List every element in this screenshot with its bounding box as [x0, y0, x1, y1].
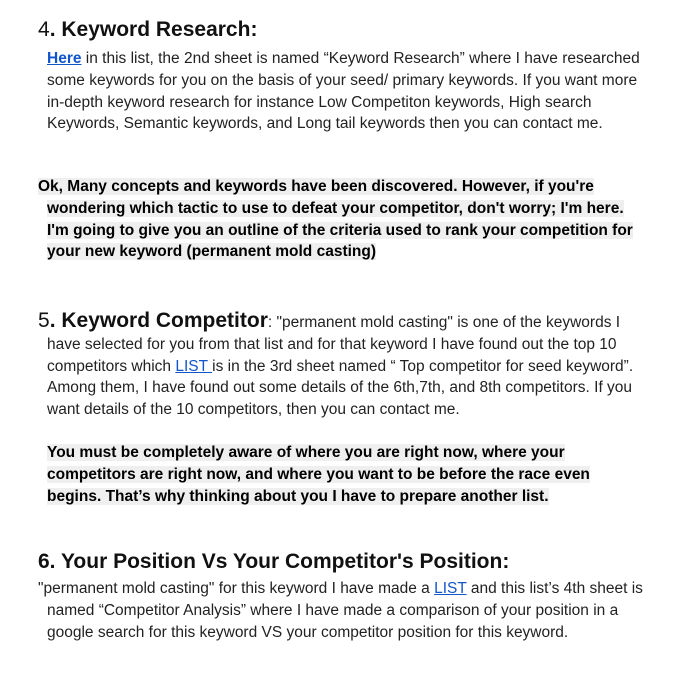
- highlight-note-awareness: [47, 442, 627, 507]
- keyword-research-paragraph: [47, 48, 643, 135]
- here-link[interactable]: Here: [47, 50, 82, 67]
- heading-number: 5: [38, 309, 50, 332]
- keyword-competitor-text-2: is in the 3rd sheet named “ Top competitor for seed keyword”. Among them, I have found out some details of the 6th,7th, and 8th competitors. If you want details of the 10 competitors, then you can contact me.: [47, 357, 634, 419]
- heading-keyword-competitor: [38, 309, 268, 332]
- keyword-competitor-text-1: : "permanent mold casting" is one of the keywords I have selected for you from that list and for that keyword I have found out the top 10 competitors which: [47, 314, 621, 375]
- note-awareness-text: You must be completely aware of where you are right now, where your competitors are right now, and where you want to be before the race even begins. That’s why thinking about you I have to prepare another list.: [47, 444, 590, 505]
- note-outline-text: Ok, Many concepts and keywords have been discovered. However, if you're wondering which tactic to use to defeat your competitor, don't worry; I'm here. I'm going to give you an outline of the criteria used to rank your competition for your new keyword: [38, 178, 633, 261]
- heading-position-vs-competitor: [38, 549, 509, 575]
- heading-text: . Keyword Research:: [49, 18, 258, 41]
- heading-text: . Keyword Competitor: [49, 309, 268, 332]
- heading-keyword-research: [38, 17, 257, 43]
- keyword-research-text: in this list, the 2nd sheet is named “Keyword Research” where I have researched some keywords for you on the basis of your seed/ primary keywords. If you want more in-depth keyword research for instance Low Competiton keywords, High search Keywords, Semantic keywords, and Long tail keywords then you can contact me.: [47, 50, 640, 133]
- list-link-competitors[interactable]: LIST: [175, 357, 213, 375]
- heading-text: 6. Your Position Vs Your Competitor's Position:: [38, 550, 510, 573]
- highlight-note-outline: [38, 176, 637, 263]
- position-text-2: and this list’s 4th sheet is named “Competitor Analysis” where I have made a comparison of your position in a google search for this keyword VS your competitor position for this keyword.: [47, 580, 643, 641]
- heading-number: 4: [38, 18, 50, 41]
- position-text-1: "permanent mold casting" for this keyword I have made a: [38, 580, 435, 597]
- keyword-competitor-paragraph: [38, 310, 647, 421]
- list-link-analysis[interactable]: LIST: [434, 580, 467, 597]
- note-outline-keyword: (permanent mold casting): [186, 243, 377, 261]
- position-paragraph: [38, 578, 647, 643]
